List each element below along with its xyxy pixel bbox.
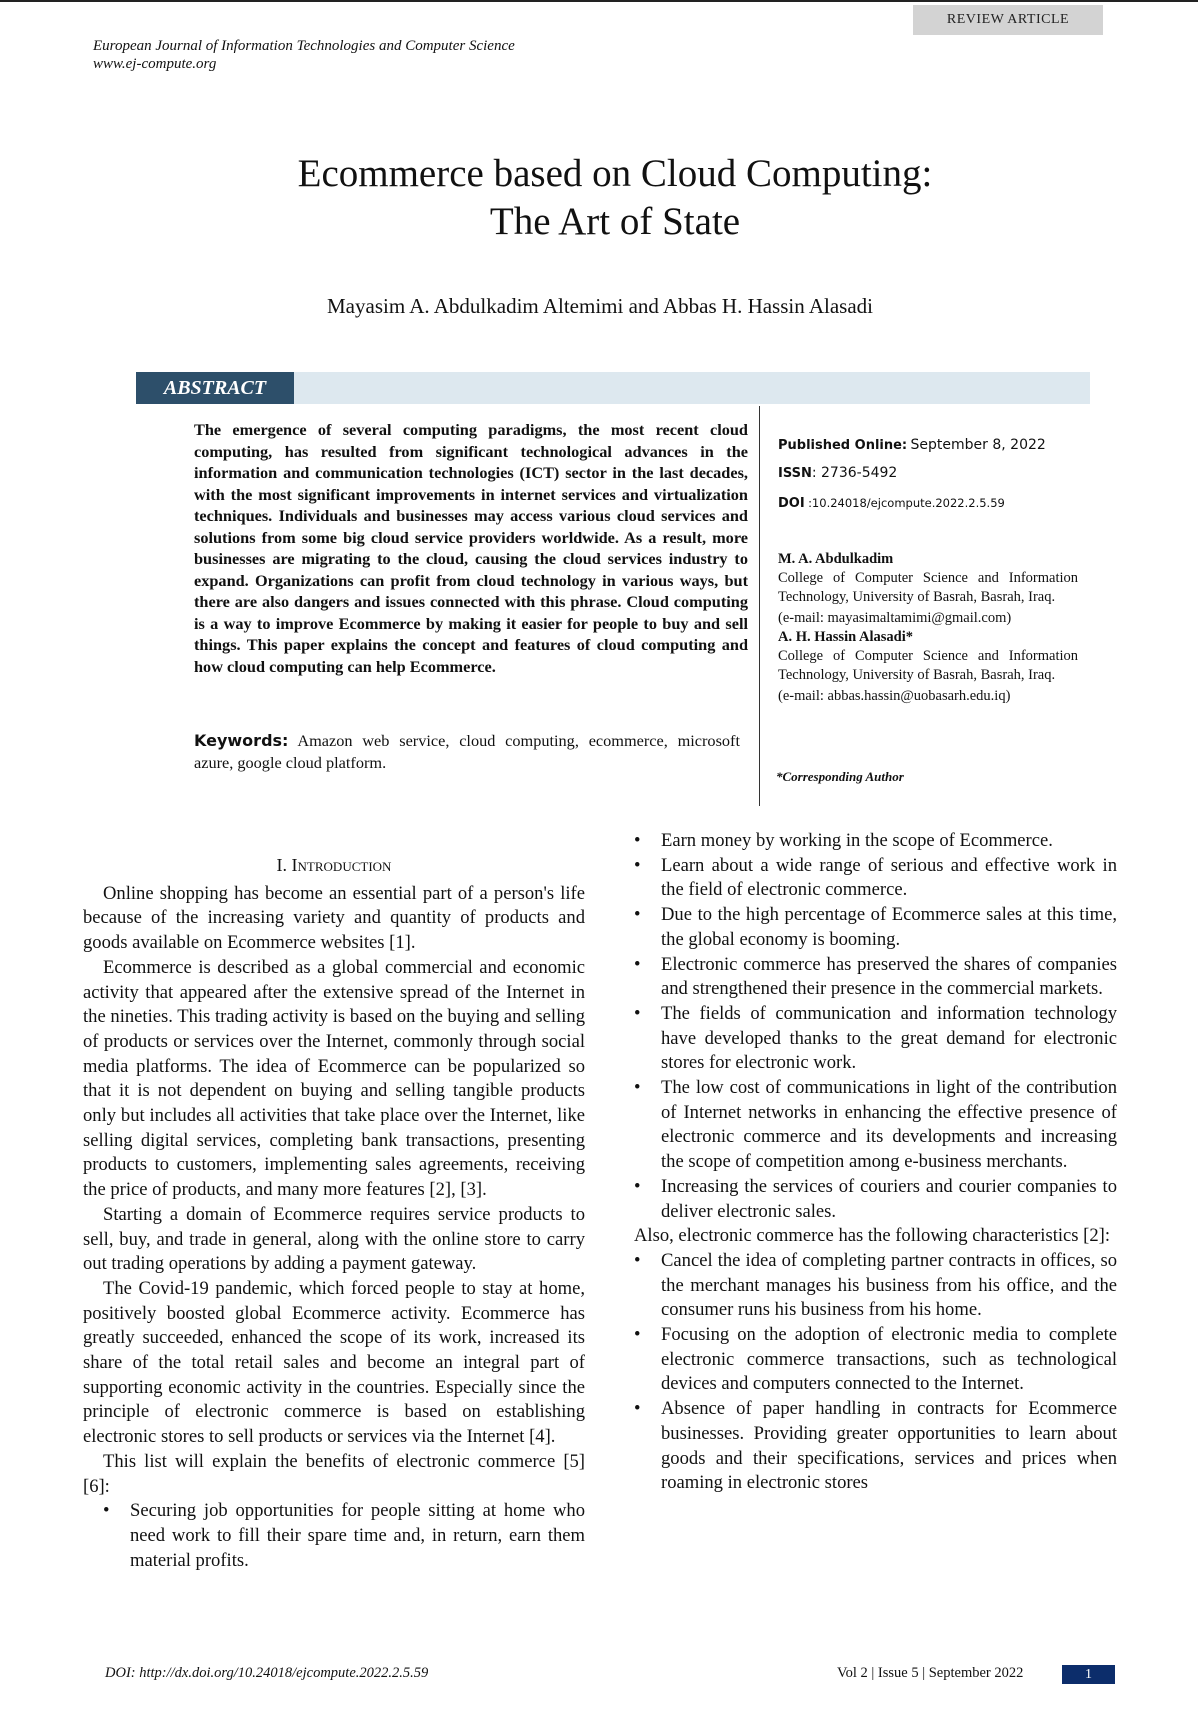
benefits-list-continued: [614, 829, 1117, 1224]
author1-affiliation: [778, 550, 1078, 706]
list-item: [614, 829, 1117, 854]
list-item: [614, 1249, 1117, 1323]
journal-header: [93, 37, 515, 73]
footer-volume: Vol 2 | Issue 5 | September 2022: [837, 1665, 1024, 1681]
list-item-text: Electronic commerce has preserved the shares of companies and strengthened their presence in the commercial markets.: [661, 953, 1117, 1000]
paragraph: This list will explain the benefits of electronic commerce [5] [6]:: [83, 1450, 585, 1497]
column-divider: [759, 406, 760, 806]
characteristics-list: [614, 1249, 1117, 1496]
bullet-icon: •: [634, 1249, 641, 1271]
article-title: [130, 150, 1100, 246]
author2-name: A. H. Hassin Alasadi*: [778, 629, 913, 645]
body-right-column: [614, 829, 1117, 1496]
list-item: [614, 1002, 1117, 1076]
bullet-icon: •: [634, 1175, 641, 1197]
paragraph: Also, electronic commerce has the following characteristics [2]:: [634, 1225, 1111, 1247]
bullet-icon: •: [634, 953, 641, 975]
footer-doi[interactable]: DOI: http://dx.doi.org/10.24018/ejcompute.2022.2.5.59: [105, 1665, 429, 1681]
section-heading: [83, 853, 585, 878]
published-label: Published Online:: [778, 438, 908, 453]
list-item-text: Learn about a wide range of serious and effective work in the field of electronic commerce.: [661, 854, 1117, 901]
bullet-icon: •: [634, 1077, 641, 1099]
list-item-text: The low cost of communications in light of the contribution of Internet networks in enhancing the effective presence of electronic commerce and its developments and increasing the scope of competition among e-business merchants.: [661, 1077, 1117, 1173]
doi-value[interactable]: :10.24018/ejcompute.2022.2.5.59: [808, 496, 1005, 510]
bullet-icon: •: [634, 1324, 641, 1346]
review-article-badge: REVIEW ARTICLE: [913, 5, 1103, 35]
issn-value: : 2736-5492: [811, 465, 898, 481]
list-item-text: Increasing the services of couriers and courier companies to deliver electronic sales.: [661, 1175, 1117, 1222]
list-item-text: Cancel the idea of completing partner contracts in offices, so the merchant manages his business from his office, and the consumer runs his business from his home.: [661, 1249, 1117, 1321]
journal-name: European Journal of Information Technologies and Computer Science: [93, 38, 515, 54]
bullet-icon: •: [634, 854, 641, 876]
list-item-text: Due to the high percentage of Ecommerce sales at this time, the global economy is booming.: [661, 904, 1117, 950]
list-item: [614, 1076, 1117, 1175]
bullet-icon: •: [634, 830, 641, 851]
abstract-text: The emergence of several computing paradigms, the most recent cloud computing, has resulted from significant technological advances in the information and communication technologies (ICT) sector in the last decades, with the most significant improvements in internet services and virtualization techniques. Individuals and businesses may access various cloud services and solutions from some big cloud service providers worldwide. As a result, more businesses are migrating to the cloud, causing the cloud services industry to expand. Organizations can profit from cloud technology in various ways, but there are also dangers and issues connected with this phrase. Cloud computing is a way to improve Ecommerce by making it easier for people to buy and sell things. This paper explains the concept and features of cloud computing and how cloud computing can help Ecommerce.: [194, 420, 748, 676]
paragraph: The Covid-19 pandemic, which forced people to stay at home, positively boosted global Ecommerce activity. Ecommerce has greatly succeeded, enhanced the scope of its work, increased its share of the total retail sales and become an integral part of supporting economic activity in the countries. Especially since the principle of electronic commerce is based on establishing electronic stores to sell products or services via the Internet [4].: [83, 1277, 585, 1448]
author-list: Mayasim A. Abdulkadim Altemimi and Abbas H. Hassin Alasadi: [327, 294, 873, 318]
published-online: [778, 437, 1046, 453]
issn-label: ISSN: [778, 466, 812, 481]
paragraph: Starting a domain of Ecommerce requires service products to sell, buy, and trade in general, along with the online store to carry out trading operations by adding a payment gateway.: [83, 1203, 585, 1275]
list-item: [614, 1323, 1117, 1397]
list-item-text: Securing job opportunities for people sitting at home who need work to fill their spare time and, in return, earn them material profits.: [130, 1500, 585, 1571]
list-item: [614, 1397, 1117, 1496]
author2-institution: College of Computer Science and Information Technology, University of Basrah, Basrah, Iraq.: [778, 648, 1078, 683]
paragraph: Ecommerce is described as a global commercial and economic activity that appeared after the extensive spread of the Internet in the nineties. This trading activity is based on the buying and selling of products or services over the Internet, commonly through social media platforms. The idea of Ecommerce can be popularized so that it is not dependent on buying and selling tangible products only but includes all activities that take place over the Internet, like selling digital services, completing bank transactions, presenting products to customers, implementing sales agreements, receiving the price of products, and many more features [2], [3].: [83, 956, 585, 1201]
keywords-text: Amazon web service, cloud computing, ecommerce, microsoft azure, google cloud platform.: [194, 731, 740, 772]
doi-label: DOI: [778, 496, 805, 511]
corresponding-author-note: *Corresponding Author: [776, 769, 904, 784]
page-number: 1: [1062, 1665, 1115, 1684]
list-item: [614, 1175, 1117, 1224]
list-item: [83, 1499, 585, 1573]
list-item-text: The fields of communication and information technology have developed thanks to the great demand for electronic stores for electronic work.: [661, 1002, 1117, 1074]
section-title: Introduction: [291, 855, 392, 875]
paragraph: Online shopping has become an essential part of a person's life because of the increasing variety and quantity of products and goods available on Ecommerce websites [1].: [83, 882, 585, 954]
list-item-text: Earn money by working in the scope of Ecommerce.: [661, 830, 1053, 851]
author2-email[interactable]: (e-mail: abbas.hassin@uobasarh.edu.iq): [778, 688, 1011, 704]
author1-institution: College of Computer Science and Information Technology, University of Basrah, Basrah, Iraq.: [778, 570, 1078, 605]
author1-name: M. A. Abdulkadim: [778, 551, 894, 567]
abstract-heading: ABSTRACT: [136, 372, 294, 404]
list-item-text: Focusing on the adoption of electronic media to complete electronic commerce transactions, such as technological devices and computers connected to the Internet.: [661, 1324, 1117, 1395]
title-line-1: Ecommerce based on Cloud Computing:: [297, 152, 933, 195]
issn: [778, 465, 897, 481]
list-item-text: Absence of paper handling in contracts for Ecommerce businesses. Providing greater opportunities to learn about goods and their specifications, services and prices when roaming in electronic stores: [661, 1398, 1117, 1494]
benefits-list: [83, 1499, 585, 1573]
journal-url[interactable]: www.ej-compute.org: [93, 56, 217, 72]
title-line-2: The Art of State: [489, 200, 741, 243]
published-date: September 8, 2022: [910, 437, 1046, 453]
list-item: [614, 953, 1117, 1002]
keywords: [194, 730, 740, 774]
list-item: [614, 854, 1117, 903]
section-number: I.: [276, 855, 288, 875]
bullet-icon: •: [634, 1002, 641, 1024]
author1-email[interactable]: (e-mail: mayasimaltamimi@gmail.com): [778, 610, 1012, 626]
body-left-column: [83, 853, 585, 1573]
bullet-icon: •: [634, 1398, 641, 1420]
list-item: [614, 903, 1117, 952]
bullet-icon: •: [634, 904, 641, 926]
doi-meta: [778, 495, 1005, 511]
bullet-icon: •: [103, 1500, 110, 1522]
top-rule: [0, 0, 1198, 2]
keywords-label: Keywords:: [194, 731, 289, 750]
